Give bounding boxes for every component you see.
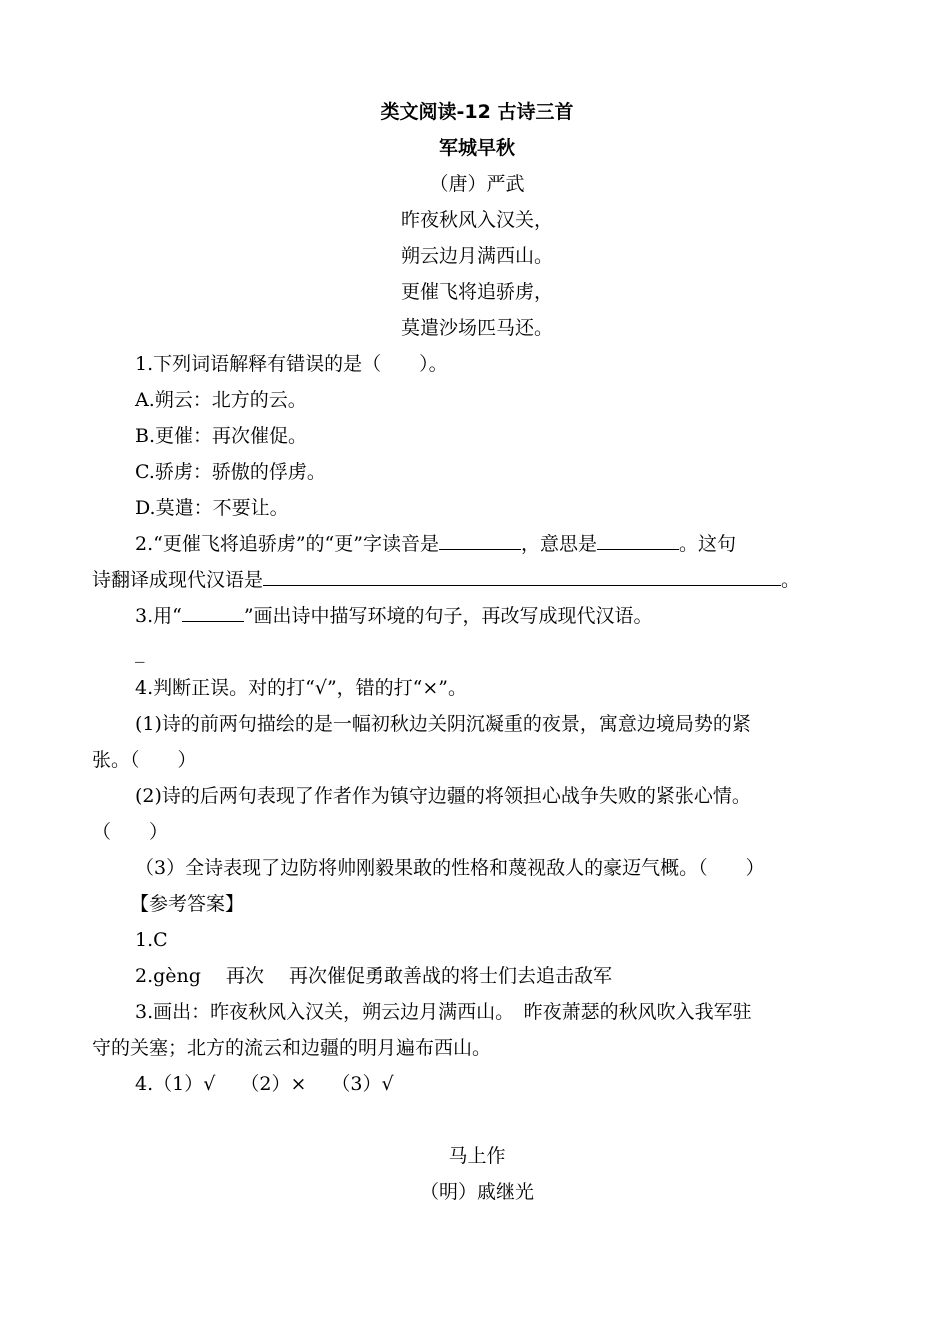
poem2-title: 马上作 — [448, 1145, 506, 1167]
blank-meaning — [597, 527, 679, 550]
answers-heading: 【参考答案】 — [130, 893, 245, 915]
poem2-author: （明）戚继光 — [419, 1181, 534, 1203]
q4-item-3: （3）全诗表现了边防将帅刚毅果敢的性格和蔑视敌人的豪迈气概。（ ） — [135, 857, 765, 879]
option-b: B.更催：再次催促。 — [135, 425, 308, 447]
q4-item-1-cont: 张。（ ） — [92, 749, 197, 771]
q3-text: ”画出诗中描写环境的句子，再改写成现代汉语。 — [243, 605, 653, 627]
option-d: D.莫遣：不要让。 — [135, 497, 289, 519]
answer-4: 4.（1）√ （2）× （3）√ — [135, 1073, 394, 1095]
poem-line: 昨夜秋风入汉关， — [400, 209, 553, 231]
answer-3: 3.画出：昨夜秋风入汉关，朔云边月满西山。 昨夜萧瑟的秋风吹入我军驻 — [135, 1001, 752, 1023]
answer-1: 1.C — [135, 929, 168, 951]
q2-text: 。这句 — [679, 533, 737, 555]
poem-line: 莫遣沙场匹马还。 — [400, 317, 553, 339]
poem1-author: （唐）严武 — [429, 173, 525, 195]
poem-line: 朔云边月满西山。 — [400, 245, 553, 267]
question-2-cont — [92, 562, 862, 598]
poem-line: 更催飞将追骄虏， — [400, 281, 553, 303]
question-2 — [92, 526, 862, 562]
poem1-title: 军城早秋 — [438, 137, 515, 159]
q4-item-2: (2)诗的后两句表现了作者作为镇守边疆的将领担心战争失败的紧张心情。 — [135, 785, 751, 807]
question-3 — [92, 598, 862, 634]
q3-answer-line: _ — [135, 641, 145, 663]
question-1: 1.下列词语解释有错误的是（ ）。 — [135, 353, 448, 375]
blank-pronunciation — [439, 527, 521, 550]
q4-item-1: (1)诗的前两句描绘的是一幅初秋边关阴沉凝重的夜景，寓意边境局势的紧 — [135, 713, 751, 735]
q2-text: 诗翻译成现代汉语是 — [92, 569, 264, 591]
option-a: A.朔云：北方的云。 — [135, 389, 307, 411]
blank-translation — [263, 563, 781, 586]
q3-text: 3.用“ — [135, 605, 182, 627]
document-page — [92, 94, 862, 1210]
answer-3-cont: 守的关塞；北方的流云和边疆的明月遍布西山。 — [92, 1037, 492, 1059]
q2-text: ，意思是 — [520, 533, 597, 555]
q2-text: 2.“更催飞将追骄虏”的“更”字读音是 — [135, 533, 439, 555]
document-title: 类文阅读-12 古诗三首 — [380, 101, 574, 123]
answer-2: 2.gèng 再次 再次催促勇敢善战的将士们去追击敌军 — [135, 965, 613, 987]
blank-underline-sample — [182, 599, 244, 622]
q2-text: 。 — [781, 569, 801, 591]
option-c: C.骄虏：骄傲的俘虏。 — [135, 461, 326, 483]
q4-item-2-cont: （ ） — [92, 821, 169, 843]
question-4: 4.判断正误。对的打“√”，错的打“×”。 — [135, 677, 468, 699]
